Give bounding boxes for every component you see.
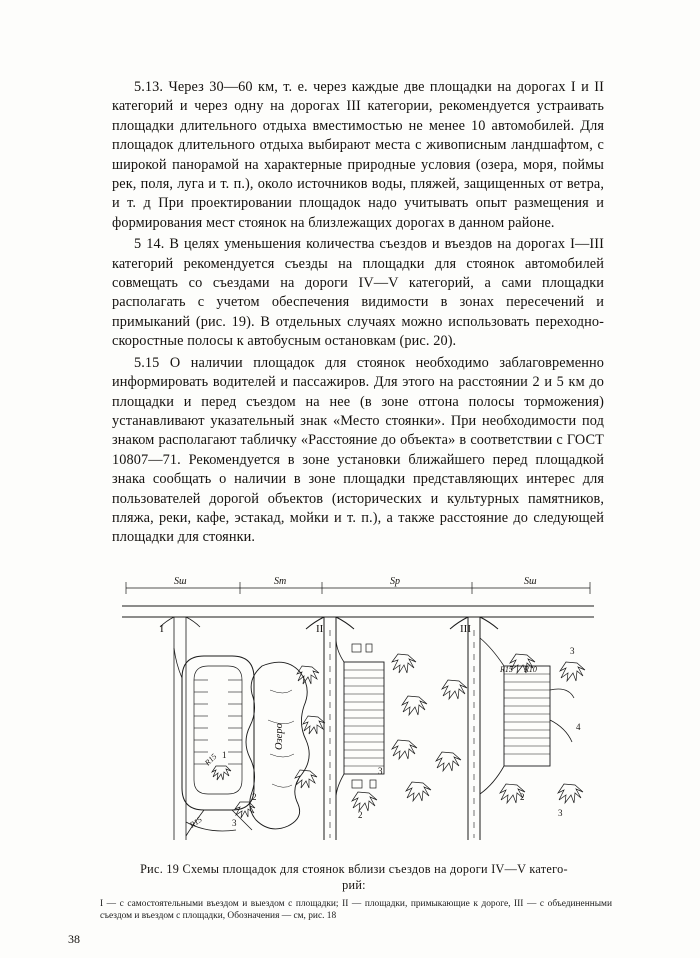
- figure-label-roman-3: III: [460, 623, 471, 635]
- figure-label-s-sh-right: Sш: [524, 576, 537, 587]
- figure-label-lake: Озеро: [274, 723, 285, 750]
- paragraph-5-15: [112, 354, 604, 548]
- figure-callout-3: 3: [232, 818, 237, 828]
- figure-label-radius-1: R15: [203, 751, 219, 768]
- figure-caption-line2: рий:: [342, 877, 366, 892]
- paragraph-5-13-text: 5.13. Через 30—60 км, т. е. через каждые две площадки на дорогах I и II категорий и через одну на дорогах III категории, рекомендуется устраивать площадки длительного отдыха вместимостью не менее 10 автомобилей. Для площадок длительного отдыха выбирают места с живописным ландшафтом, с широкой панорамой на характерные природные условия (озера, моря, поймы рек, поля, луга и т. п.), около источников воды, пляжей, защищенных от ветра, и т. д При проектировании площадок надо учитывать опыт размещения и формирования мест стоянок на близлежащих дорогах в данном районе.: [112, 79, 604, 231]
- body-text-column: [112, 78, 604, 550]
- figure-callout-8: 4: [576, 722, 581, 732]
- figure-caption-line1: Рис. 19 Схемы площадок для стоянок вблизи съездов на дороги IV—V катего-: [140, 862, 568, 876]
- figure-callout-10: 3: [558, 808, 563, 818]
- figure-callout-5: 3: [378, 766, 383, 776]
- paragraph-5-13: [112, 78, 604, 233]
- paragraph-5-14-text: 5 14. В целях уменьшения количества съездов и въездов на дорогах I—III категорий рекомендуется съезды на площадки для стоянок автомобилей совмещать со съездами на дороги IV—V категорий, а сами площадки располагать с учетом обеспечения видимости в зонах пересечений и примыканий (рис. 19). В отдельных случаях можно использовать переходно-скоростные полосы к автобусным остановкам (рис. 20).: [112, 236, 604, 350]
- figure-label-roman-2: II: [316, 623, 324, 635]
- paragraph-5-15-text: 5.15 О наличии площадок для стоянок необходимо заблаговременно информировать водителей и пассажиров. Для этого на расстоянии 2 и 5 км до площадки и перед съездом на нее (в зоне отгона полосы торможения) устанавливают указательный знак «Место стоянки». При необходимости под знаком располагают табличку «Расстояние до объекта» в соответствии с ГОСТ 10807—71. Рекомендуется в зоне установки ближайшего перед площадкой знака сообщать о наличии в зоне площадки представляющих интерес для пользователей дорогой объектов (исторических и культурных памятников, пляжа, реки, кафе, эстакад, мойки и т. п.), а также расстояние до следующей площадки для стоянки.: [112, 354, 604, 546]
- figure-callout-7: 3: [570, 646, 575, 656]
- figure-label-s-p: Sp: [390, 576, 400, 587]
- figure-label-roman-1: I: [160, 623, 164, 635]
- figure-label-s-t: Sт: [274, 576, 287, 587]
- figure-label-s-sh-left: Sш: [174, 576, 187, 587]
- figure-caption: [100, 862, 608, 893]
- page-number: 38: [68, 932, 80, 946]
- figure-callout-6: 2: [358, 810, 363, 820]
- figure-label-radius-3: R15: [500, 665, 513, 674]
- figure-callout-2: 2: [252, 792, 257, 802]
- paragraph-5-14: [112, 235, 604, 351]
- figure-callout-9: 2: [520, 792, 525, 802]
- figure-label-radius-4: R10: [524, 665, 537, 674]
- figure-19: [112, 570, 604, 850]
- figure-legend-note: I — с самостоятельными въездом и выездом с площадки; II — площадки, примыкающие к дороге, III — с объединенными съездом и въездом с площадки, Обозначения — см, рис. 18: [100, 899, 612, 922]
- figure-callout-1: 1: [222, 750, 227, 760]
- figure-label-radius-2: R15: [187, 814, 204, 830]
